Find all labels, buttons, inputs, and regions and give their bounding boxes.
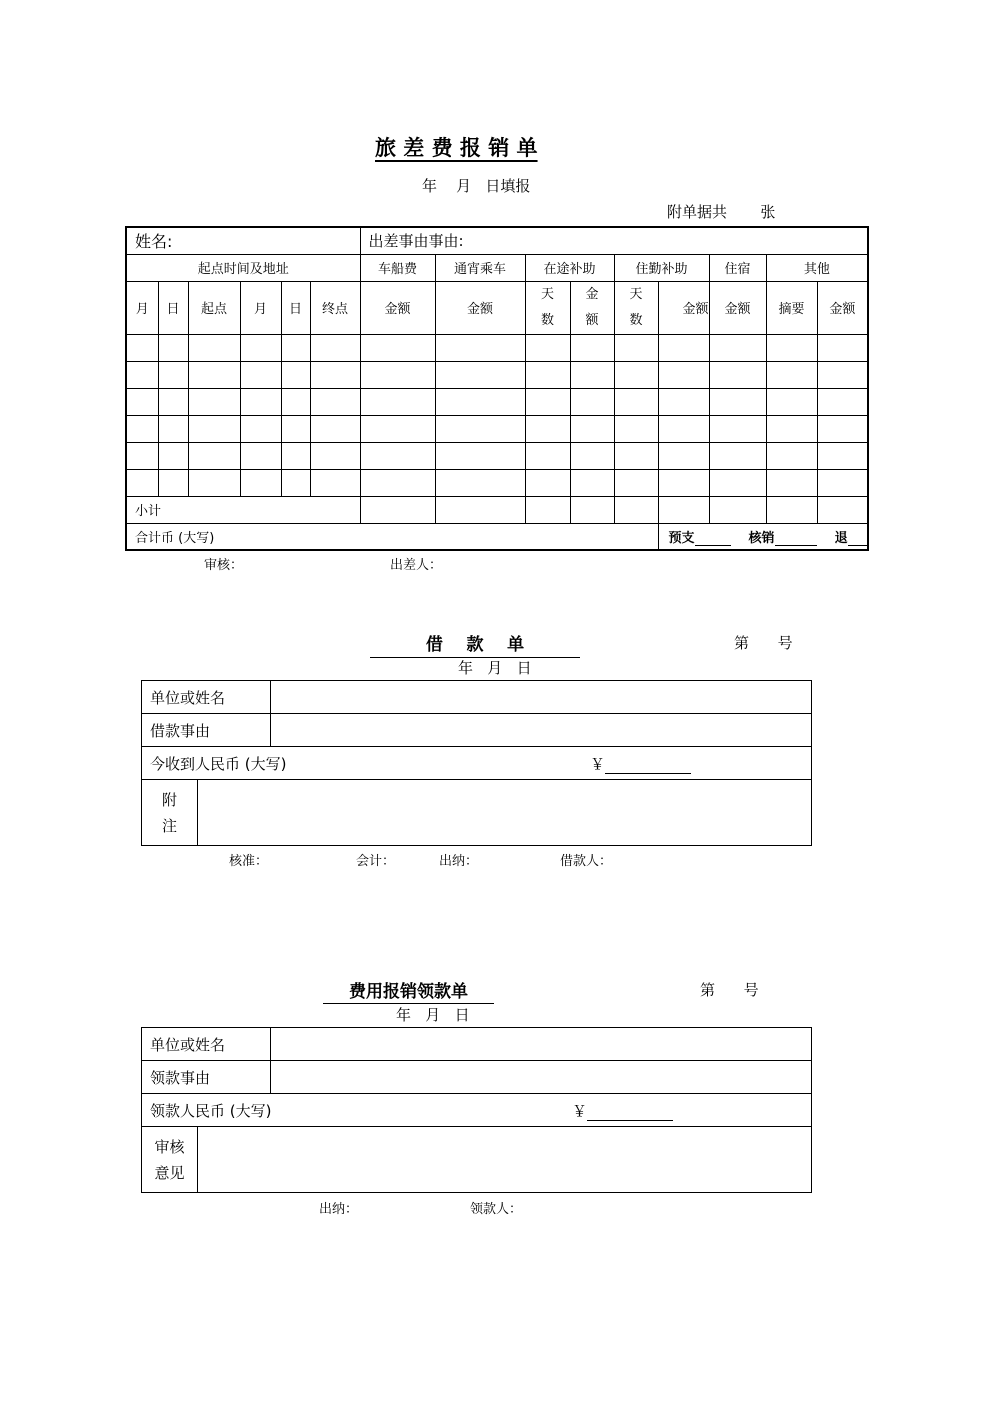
sub-month-2: 月: [240, 281, 281, 334]
reason-label: 出差事由事由:: [360, 227, 868, 254]
sub-overnight-amount: 金额: [435, 281, 525, 334]
sub-month: 月: [126, 281, 158, 334]
claim-amount-label: 领款人民币 (大写): [150, 1101, 272, 1120]
header-stay-allow: 住勤补助: [614, 254, 709, 281]
loan-unit-label: 单位或姓名: [142, 681, 271, 714]
header-overnight: 通宵乘车: [435, 254, 525, 281]
writeoff-label: 核销: [748, 530, 775, 546]
loan-number: 第 号: [734, 634, 793, 652]
loan-note-field[interactable]: [198, 780, 812, 846]
sub-summary: 摘要: [766, 281, 817, 334]
sub-day-2: 日: [281, 281, 310, 334]
name-label: 姓名:: [126, 227, 360, 254]
table-row: [126, 334, 868, 361]
sub-day: 日: [158, 281, 188, 334]
travel-expense-table: [125, 226, 869, 551]
loan-borrower: 借款人：: [560, 854, 613, 869]
sub-ship-amount: 金额: [360, 281, 435, 334]
sub-transit-money: 金 额: [570, 281, 614, 334]
advance-label: 预支: [668, 530, 695, 546]
loan-title: 借 款 单: [370, 630, 580, 658]
loan-amount-row[interactable]: [142, 747, 812, 780]
loan-yen: ￥: [590, 753, 691, 774]
sub-other-amount: 金额: [817, 281, 868, 334]
loan-received-label: 今收到人民币 (大写): [150, 754, 287, 773]
sub-lodging-amount: 金额: [709, 281, 766, 334]
review-label: 审核：: [204, 558, 244, 573]
refund-label: 退: [834, 530, 848, 546]
claim-review-field[interactable]: [198, 1127, 812, 1193]
sub-transit-days: 天 数: [525, 281, 570, 334]
loan-reason-field[interactable]: [271, 714, 812, 747]
claim-form: [141, 1027, 812, 1193]
claim-reason-label: 领款事由: [142, 1061, 271, 1094]
loan-unit-field[interactable]: [271, 681, 812, 714]
claim-reason-field[interactable]: [271, 1061, 812, 1094]
sub-stay-amount: 金额: [658, 281, 709, 334]
loan-cashier: 出纳：: [439, 854, 479, 869]
header-ship: 车船费: [360, 254, 435, 281]
claim-number: 第 号: [700, 981, 759, 999]
attachment-count: 附单据共 张: [667, 203, 776, 221]
traveler-label: 出差人：: [390, 558, 443, 573]
claim-review-label: 审核 意见: [142, 1127, 198, 1193]
total-label: 合计币 (大写): [126, 523, 658, 550]
header-other: 其他: [766, 254, 868, 281]
header-route: 起点时间及地址: [126, 254, 360, 281]
loan-form: [141, 680, 812, 846]
claim-receiver: 领款人：: [470, 1202, 523, 1217]
table-row: [126, 442, 868, 469]
header-lodging: 住宿: [709, 254, 766, 281]
subtotal-label: 小计: [126, 496, 360, 523]
claim-title: 费用报销领款单: [323, 977, 494, 1004]
loan-note-label: 附 注: [142, 780, 198, 846]
claim-cashier: 出纳：: [319, 1202, 359, 1217]
claim-yen: ￥: [572, 1100, 673, 1121]
travel-title: 旅 差 费 报 销 单: [375, 135, 538, 160]
travel-date-line: 年 月 日填报: [422, 177, 531, 195]
table-row: [126, 415, 868, 442]
claim-date: 年 月 日: [396, 1006, 470, 1024]
claim-amount-row[interactable]: [142, 1094, 812, 1127]
loan-accounting: 会计：: [356, 854, 396, 869]
table-row: [126, 361, 868, 388]
loan-reason-label: 借款事由: [142, 714, 271, 747]
sub-start: 起点: [188, 281, 240, 334]
table-row: [126, 388, 868, 415]
header-transit: 在途补助: [525, 254, 614, 281]
table-row: [126, 469, 868, 496]
loan-date: 年 月 日: [458, 659, 532, 677]
claim-unit-field[interactable]: [271, 1028, 812, 1061]
sub-stay-days: 天 数: [614, 281, 658, 334]
loan-approve: 核准：: [229, 854, 269, 869]
claim-unit-label: 单位或姓名: [142, 1028, 271, 1061]
sub-end: 终点: [310, 281, 360, 334]
